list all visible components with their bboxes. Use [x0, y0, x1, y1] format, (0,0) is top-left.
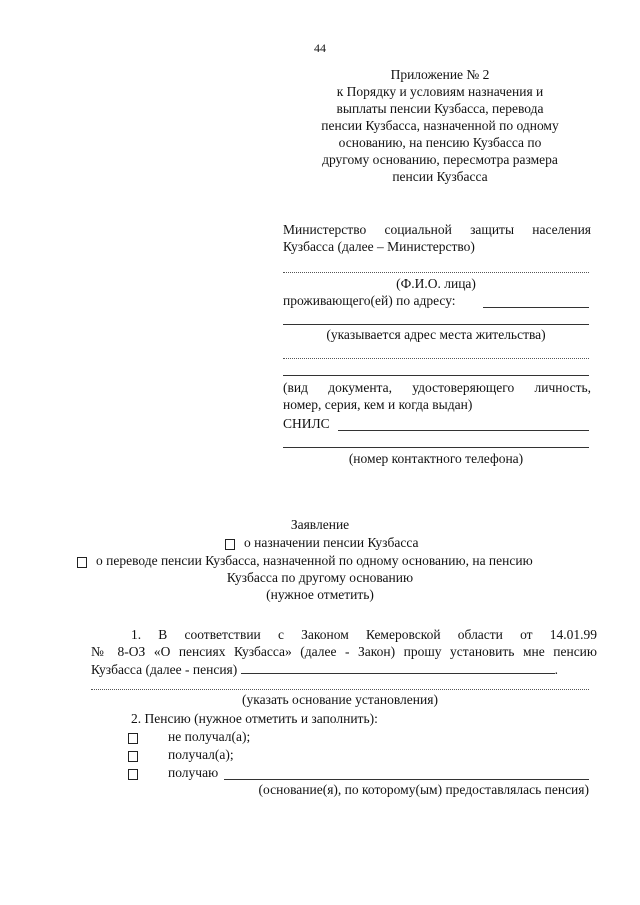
section1-line: № 8-ОЗ «О пенсиях Кузбасса» (далее - Закон) прошу установить мне пенсию: [91, 644, 597, 659]
fio-field[interactable]: [283, 272, 589, 273]
appendix-line: Приложение № 2: [390, 67, 490, 82]
receiving-checkbox[interactable]: [128, 769, 138, 780]
appendix-line: другому основанию, пересмотра размера: [322, 152, 558, 167]
section1-line: 1. В соответствии с Законом Кемеровской области от 14.01.99: [131, 627, 597, 642]
page-number: 44: [314, 41, 326, 55]
appendix-line: выплаты пенсии Кузбасса, перевода: [336, 101, 544, 116]
received-checkbox[interactable]: [128, 751, 138, 762]
address-field[interactable]: [483, 307, 589, 308]
fio-caption: (Ф.И.О. лица): [396, 276, 476, 291]
section1-line3-suffix: .: [554, 662, 559, 677]
section1-line: [91, 661, 558, 678]
section2-heading: 2. Пенсию (нужное отметить и заполнить):: [131, 711, 378, 726]
receiving-label: получаю: [168, 765, 219, 780]
ministry-line: Кузбасса (далее – Министерство): [283, 239, 475, 254]
ministry-line: Министерство социальной защиты населения: [283, 222, 591, 237]
option-transfer-label: Кузбасса по другому основанию: [226, 570, 414, 585]
appendix-line: пенсии Кузбасса: [392, 169, 488, 184]
appendix-line: к Порядку и условиям назначения и: [336, 84, 544, 99]
received-label: получал(а);: [168, 747, 234, 762]
option-transfer-label: о переводе пенсии Кузбасса, назначенной по одному основанию, на пенсию: [96, 553, 533, 568]
selection-note: (нужное отметить): [266, 587, 374, 602]
id-document-field[interactable]: [283, 358, 589, 359]
receiving-basis-field[interactable]: [224, 779, 589, 780]
phone-field[interactable]: [283, 447, 589, 448]
id-document-field[interactable]: [283, 375, 589, 376]
address-caption: (указывается адрес места жительства): [326, 327, 546, 342]
section1-line3-prefix: Кузбасса (далее - пенсия): [91, 662, 238, 677]
pension-basis-field[interactable]: [241, 661, 555, 674]
not-received-checkbox[interactable]: [128, 733, 138, 744]
statement-title: Заявление: [290, 517, 350, 532]
id-document-caption: (вид документа, удостоверяющего личность,: [283, 380, 591, 395]
not-received-label: не получал(а);: [168, 729, 251, 744]
snils-label: СНИЛС: [283, 416, 330, 431]
option-transfer-checkbox[interactable]: [77, 557, 87, 568]
option-assign-label: о назначении пенсии Кузбасса: [244, 535, 419, 550]
option-assign-checkbox[interactable]: [225, 539, 235, 550]
snils-field[interactable]: [338, 430, 589, 431]
address-field[interactable]: [283, 324, 589, 325]
residing-label: проживающего(ей) по адресу:: [283, 293, 456, 308]
appendix-line: пенсии Кузбасса, назначенной по одному: [321, 118, 559, 133]
appendix-line: основанию, на пенсию Кузбасса по: [338, 135, 542, 150]
phone-caption: (номер контактного телефона): [348, 451, 524, 466]
id-document-caption: номер, серия, кем и когда выдан): [283, 397, 473, 412]
basis-field[interactable]: [91, 689, 589, 690]
pension-basis-caption: (основание(я), по которому(ым) предоставлялась пенсия): [258, 782, 589, 797]
basis-caption: (указать основание установления): [242, 692, 438, 707]
